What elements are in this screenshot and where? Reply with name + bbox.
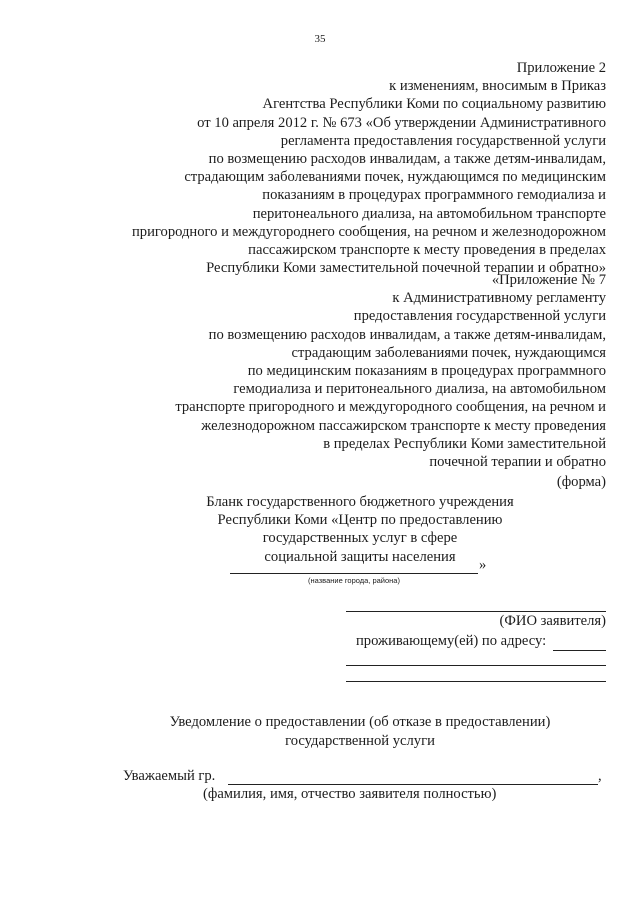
greeting-comma: , — [598, 768, 602, 784]
appendix-2-line: регламента предоставления государственной услуги — [280, 132, 606, 149]
appendix-2-line: Агентства Республики Коми по социальному развитию — [262, 96, 606, 113]
applicant-fio-label: (ФИО заявителя) — [499, 613, 606, 629]
appendix-7-line: по медицинским показаниям в процедурах программного — [247, 363, 606, 380]
address-label: проживающему(ей) по адресу: — [356, 633, 547, 649]
appendix-7-line: к Административному регламенту — [392, 290, 606, 307]
appendix-2-line: перитонеального диализа, на автомобильном транспорте — [252, 205, 606, 222]
letterhead-line: государственных услуг в сфере — [262, 530, 458, 547]
appendix-7-line: гемодиализа и перитонеального диализа, на автомобильном — [233, 381, 606, 398]
applicant-name-line — [346, 611, 606, 612]
recipient-name-line — [228, 784, 598, 785]
appendix-2-line: по возмещению расходов инвалидам, а также детям-инвалидам, — [208, 151, 606, 168]
appendix-2-line: страдающим заболеваниями почек, нуждающимся по медицинским — [184, 169, 606, 186]
appendix-7-header — [175, 271, 606, 471]
appendix-7-line: «Приложение № 7 — [491, 272, 606, 288]
appendix-7-line: предоставления государственной услуги — [353, 308, 606, 325]
appendix-2-line: Приложение 2 — [516, 60, 606, 76]
address-line-2 — [346, 665, 606, 666]
appendix-2-line: от 10 апреля 2012 г. № 673 «Об утверждении Административного — [197, 114, 606, 131]
notice-title-line-2: государственной услуги — [285, 732, 435, 749]
address-line-1 — [553, 650, 606, 651]
appendix-7-line: почечной терапии и обратно — [429, 454, 606, 471]
appendix-2-line: пригородного и междугороднего сообщения, на речном и железнодорожном — [131, 223, 606, 240]
city-blank-line — [230, 573, 478, 574]
greeting-text: Уважаемый гр. — [123, 768, 216, 784]
appendix-7-line: железнодорожном пассажирском транспорте к месту проведения — [201, 417, 606, 434]
appendix-2-header — [132, 59, 606, 277]
appendix-7-line: страдающим заболеваниями почек, нуждающимся — [291, 344, 606, 361]
letterhead-line: Республики Коми «Центр по предоставлению — [217, 512, 503, 529]
appendix-2-line: Республики Коми заместительной почечной терапии и обратно» — [206, 260, 606, 277]
page-number: 35 — [314, 33, 326, 45]
appendix-2-line: к изменениям, вносимым в Приказ — [389, 78, 606, 95]
letterhead-closing-quote: » — [479, 557, 487, 573]
letterhead — [150, 493, 570, 566]
city-caption: (название города, района) — [308, 576, 400, 585]
letterhead-line: социальной защиты населения — [264, 548, 456, 565]
form-label: (форма) — [556, 474, 606, 490]
appendix-7-line: в пределах Республики Коми заместительной — [323, 435, 606, 452]
appendix-2-line: пассажирском транспорте к месту проведения в пределах — [248, 242, 606, 259]
notice-title — [0, 713, 640, 750]
appendix-7-line: транспорте пригородного и междугородного сообщения, на речном и — [175, 399, 606, 416]
recipient-name-caption: (фамилия, имя, отчество заявителя полностью) — [203, 786, 497, 802]
appendix-2-line: показаниям в процедурах программного гемодиализа и — [262, 187, 606, 204]
appendix-7-line: по возмещению расходов инвалидам, а также детям-инвалидам, — [208, 326, 606, 343]
letterhead-line: Бланк государственного бюджетного учреждения — [206, 494, 514, 510]
notice-title-line-1: Уведомление о предоставлении (об отказе в предоставлении) — [169, 714, 551, 730]
address-line-3 — [346, 681, 606, 682]
